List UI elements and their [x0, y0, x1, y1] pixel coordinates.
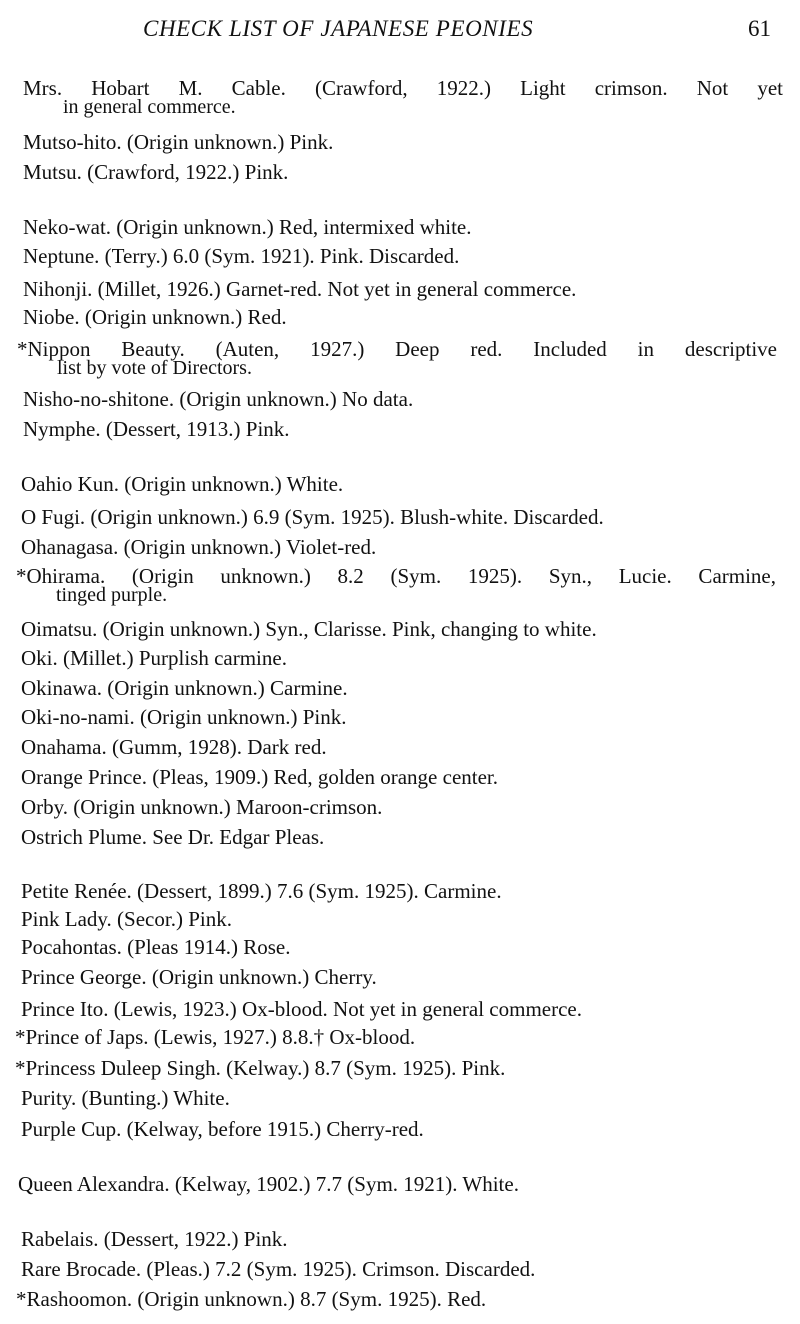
list-entry: *Rashoomon. (Origin unknown.) 8.7 (Sym. 1925). Red. — [16, 1287, 487, 1311]
list-entry: Oki-no-nami. (Origin unknown.) Pink. — [21, 705, 347, 729]
list-entry: *Princess Duleep Singh. (Kelway.) 8.7 (Sym. 1925). Pink. — [15, 1056, 506, 1080]
list-entry: *Ohirama. (Origin unknown.) 8.2 (Sym. 1925). Syn., Lucie. Carmine, tinged purple. — [16, 564, 776, 606]
list-entry: *Prince of Japs. (Lewis, 1927.) 8.8.† Ox-blood. — [15, 1025, 416, 1049]
list-entry: Oimatsu. (Origin unknown.) Syn., Clarisse. Pink, changing to white. — [21, 617, 597, 641]
list-entry: Oahio Kun. (Origin unknown.) White. — [21, 472, 344, 496]
list-entry: Ostrich Plume. See Dr. Edgar Pleas. — [21, 825, 325, 849]
list-entry: O Fugi. (Origin unknown.) 6.9 (Sym. 1925). Blush-white. Discarded. — [21, 505, 604, 529]
list-entry: Mutso-hito. (Origin unknown.) Pink. — [23, 130, 334, 154]
list-entry: Mutsu. (Crawford, 1922.) Pink. — [23, 160, 289, 184]
list-entry: Purity. (Bunting.) White. — [21, 1086, 230, 1110]
list-entry: Orange Prince. (Pleas, 1909.) Red, golden orange center. — [21, 765, 499, 789]
running-title: CHECK LIST OF JAPANESE PEONIES — [143, 16, 534, 41]
list-entry: Mrs. Hobart M. Cable. (Crawford, 1922.) Light crimson. Not yet in general commerce. — [23, 76, 783, 118]
list-entry: Niobe. (Origin unknown.) Red. — [23, 305, 287, 329]
list-entry: Neko-wat. (Origin unknown.) Red, intermixed white. — [23, 215, 472, 239]
list-entry: Nisho-no-shitone. (Origin unknown.) No data. — [23, 387, 414, 411]
list-entry: Queen Alexandra. (Kelway, 1902.) 7.7 (Sym. 1921). White. — [18, 1172, 519, 1196]
list-entry: Prince Ito. (Lewis, 1923.) Ox-blood. Not yet in general commerce. — [21, 997, 583, 1021]
list-entry: Orby. (Origin unknown.) Maroon-crimson. — [21, 795, 383, 819]
list-entry: Okinawa. (Origin unknown.) Carmine. — [21, 676, 348, 700]
list-entry: Neptune. (Terry.) 6.0 (Sym. 1921). Pink. Discarded. — [23, 244, 460, 268]
list-entry: Oki. (Millet.) Purplish carmine. — [21, 646, 287, 670]
list-entry: Prince George. (Origin unknown.) Cherry. — [21, 965, 377, 989]
list-entry: Pocahontas. (Pleas 1914.) Rose. — [21, 935, 291, 959]
list-entry: *Nippon Beauty. (Auten, 1927.) Deep red. Included in descriptive list by vote of Directors. — [17, 337, 777, 379]
list-entry: Petite Renée. (Dessert, 1899.) 7.6 (Sym. 1925). Carmine. — [21, 879, 502, 903]
list-entry: Nihonji. (Millet, 1926.) Garnet-red. Not yet in general commerce. — [23, 277, 577, 301]
page-number: 61 — [748, 16, 771, 41]
list-entry: Rare Brocade. (Pleas.) 7.2 (Sym. 1925). Crimson. Discarded. — [21, 1257, 536, 1281]
list-entry: Onahama. (Gumm, 1928). Dark red. — [21, 735, 327, 759]
list-entry: Ohanagasa. (Origin unknown.) Violet-red. — [21, 535, 377, 559]
list-entry: Purple Cup. (Kelway, before 1915.) Cherry-red. — [21, 1117, 424, 1141]
list-entry: Nymphe. (Dessert, 1913.) Pink. — [23, 417, 290, 441]
list-entry: Rabelais. (Dessert, 1922.) Pink. — [21, 1227, 288, 1251]
list-entry: Pink Lady. (Secor.) Pink. — [21, 907, 232, 931]
